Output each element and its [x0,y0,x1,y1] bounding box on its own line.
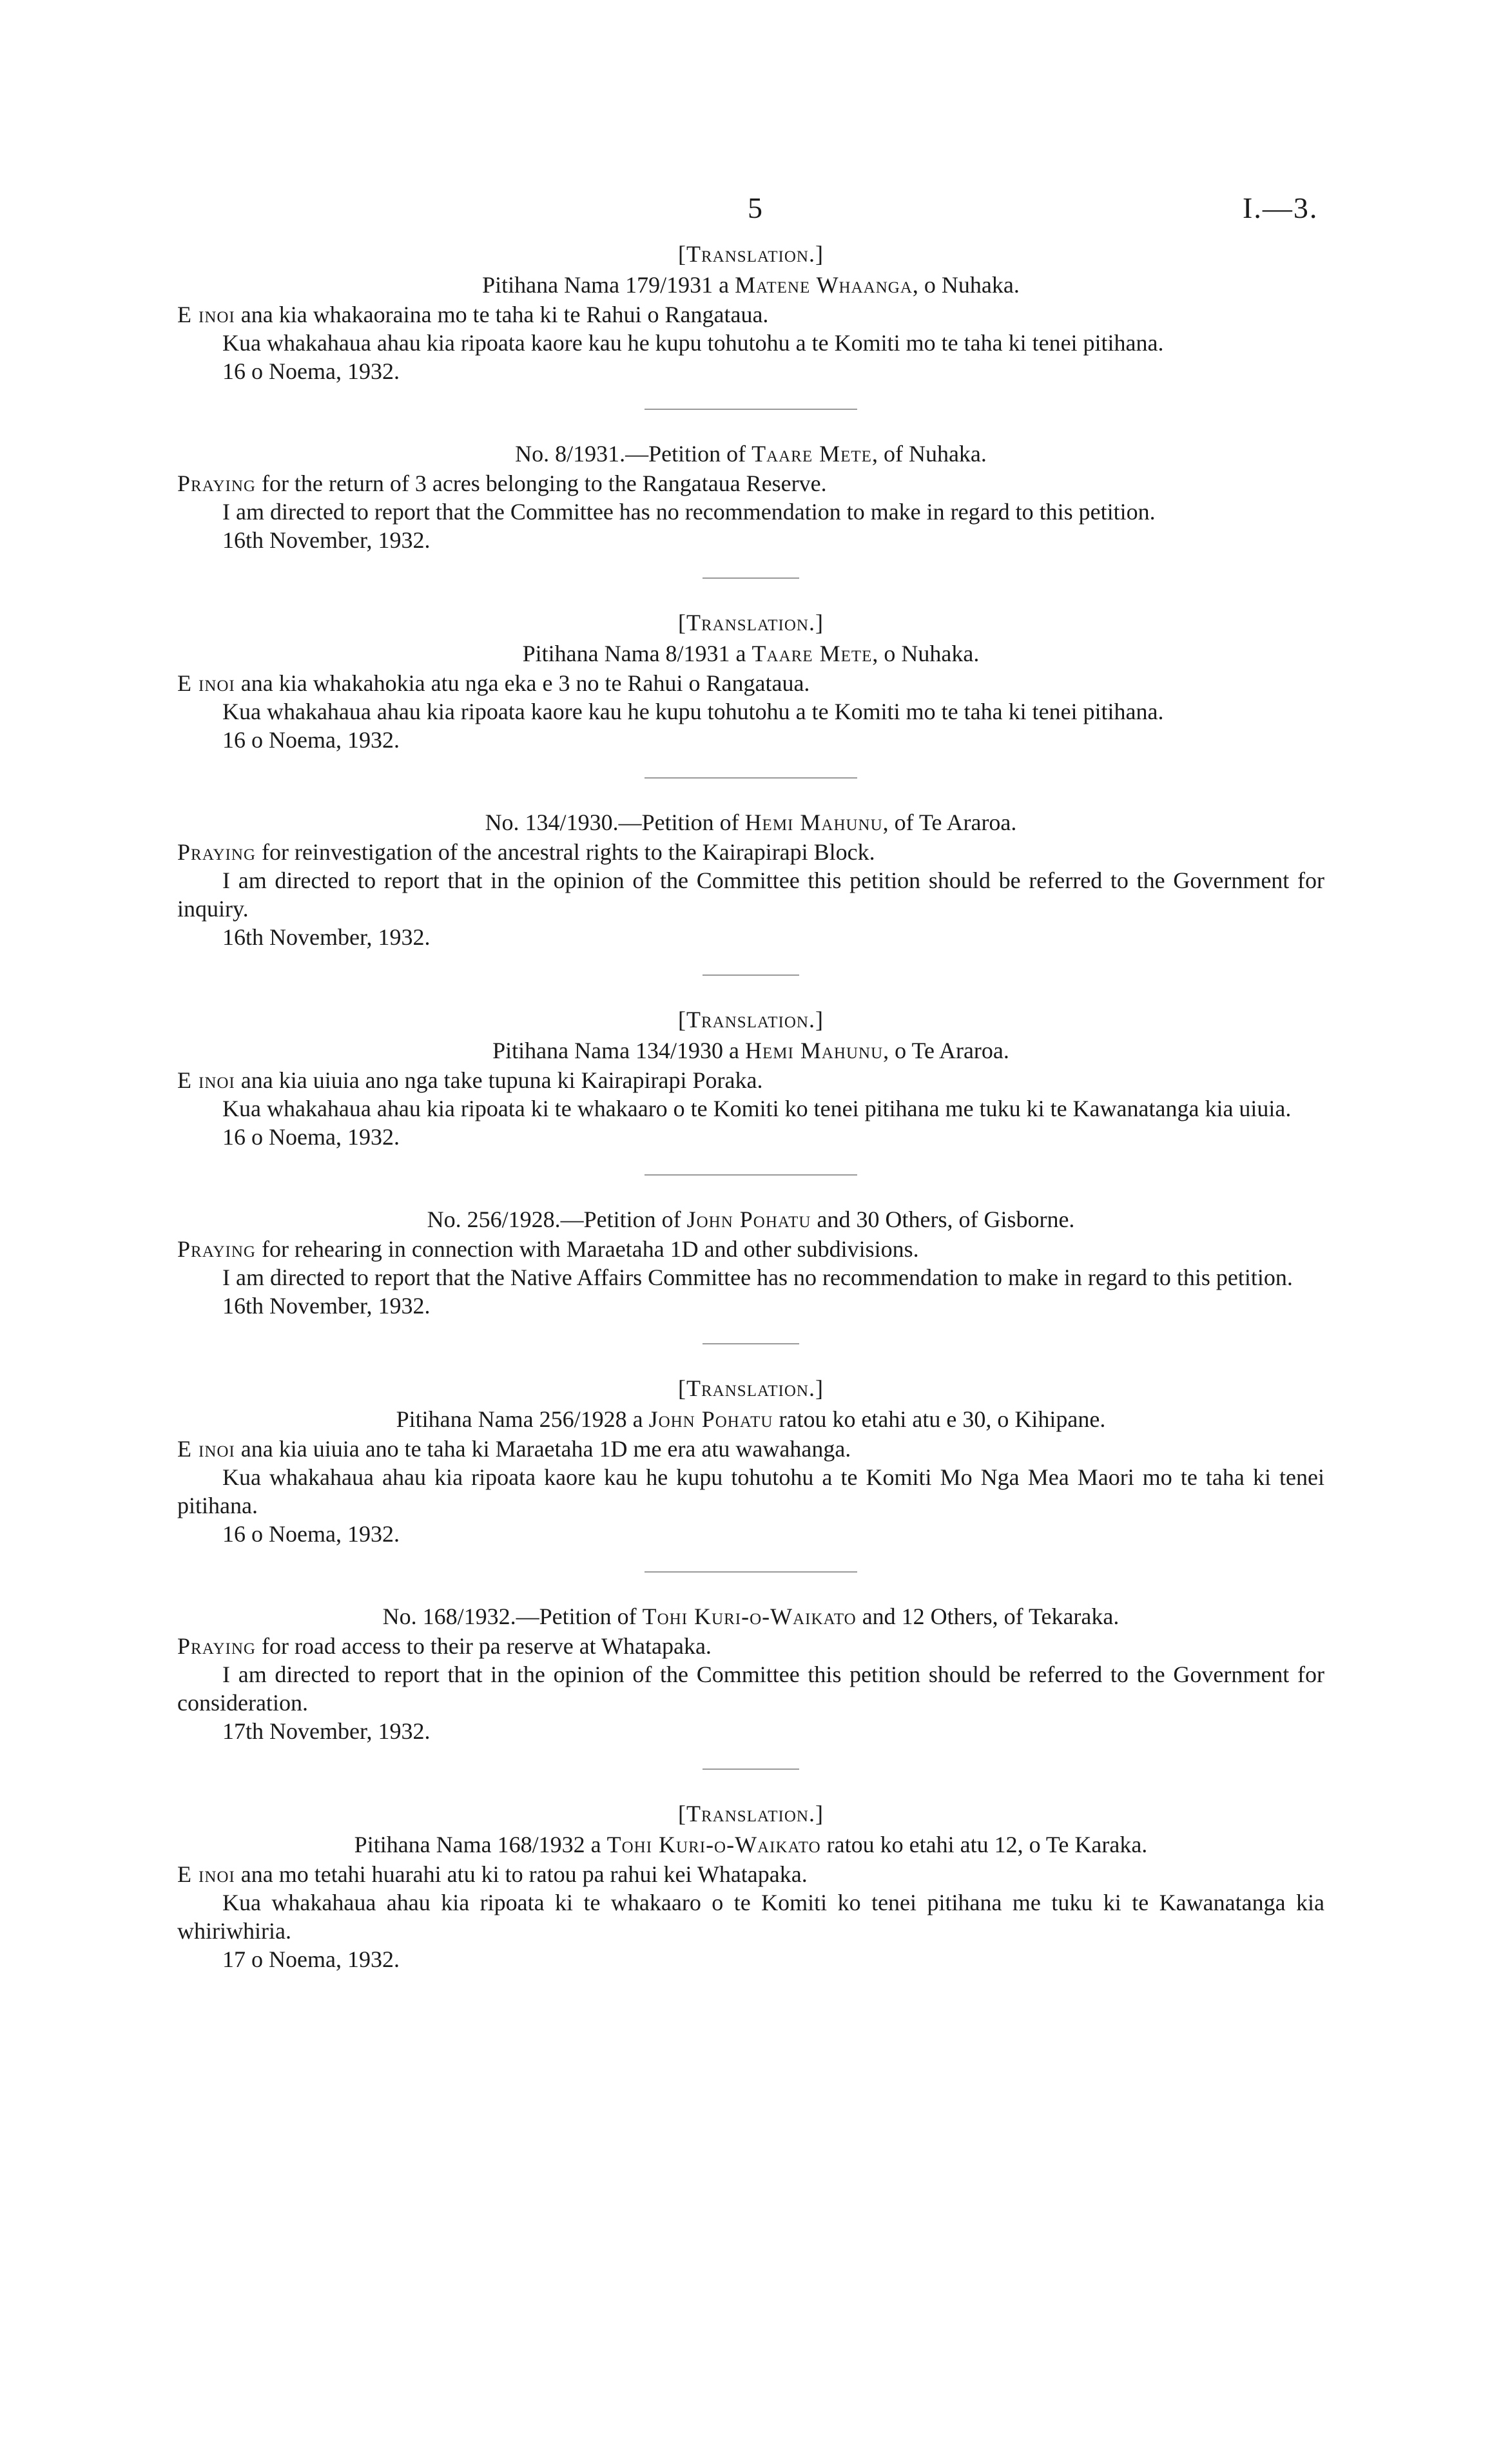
report-text: Kua whakahaua ahau kia ripoata kaore kau he kupu tohutohu a te Komiti mo te taha ki tenei pitihana. [222,330,1164,356]
petitioner-name: Matene Whaanga [735,272,913,298]
petition-title: No. 256/1928.—Petition of John Pohatu and 30 Others, of Gisborne. [427,1206,1075,1232]
translation-title: Pitihana Nama 179/1931 a Matene Whaanga, o Nuhaka. [482,272,1020,298]
section-divider [703,974,799,976]
translation-title: Pitihana Nama 134/1930 a Hemi Mahunu, o Te Araroa. [492,1038,1009,1063]
petition-block [177,440,1324,554]
translation-title: Pitihana Nama 8/1931 a Taare Mete, o Nuhaka. [522,641,980,666]
report-text: Kua whakahaua ahau kia ripoata kaore kau he kupu tohutohu a te Komiti mo te taha ki tenei pitihana. [222,699,1164,724]
report-date: 16th November, 1932. [222,924,431,950]
petitioner-name: Hemi Mahunu [744,809,883,835]
petition-title: No. 134/1930.—Petition of Hemi Mahunu, of Te Araroa. [485,809,1017,835]
translation-label: [Translation.] [678,1801,824,1827]
prayer-line: E inoi ana kia whakahokia atu nga eka e 3 no te Rahui o Rangataua. [177,670,810,696]
petitioner-name: Taare Mete [751,641,873,666]
report-date: 16 o Noema, 1932. [222,1521,400,1547]
report-text: I am directed to report that in the opinion of the Committee this petition should be referred to the Government for inquiry. [177,867,1324,922]
report-date: 16th November, 1932. [222,527,431,553]
report-text: I am directed to report that in the opinion of the Committee this petition should be referred to the Government for consideration. [177,1662,1324,1716]
translation-block [177,240,1324,385]
section-divider [645,1174,857,1176]
petitioner-name: John Pohatu [686,1206,811,1232]
prayer-line: E inoi ana kia whakaoraina mo te taha ki te Rahui o Rangataua. [177,302,769,327]
document-reference: I.—3. [1243,191,1319,224]
petitioner-name: Hemi Mahunu [745,1038,884,1063]
section-divider [645,777,857,779]
translation-block [177,608,1324,754]
section-divider [645,1571,857,1573]
report-date: 16 o Noema, 1932. [222,727,400,753]
petition-block [177,1205,1324,1320]
translation-label: [Translation.] [678,1007,824,1032]
prayer-line: E inoi ana kia uiuia ano te taha ki Maraetaha 1D me era atu wawahanga. [177,1436,851,1462]
report-date: 17th November, 1932. [222,1718,431,1744]
prayer-line: Praying for road access to their pa reserve at Whatapaka. [177,1633,712,1659]
translation-label: [Translation.] [678,241,824,267]
translation-block [177,1799,1324,1973]
section-divider [645,409,857,410]
prayer-line: Praying for the return of 3 acres belonging to the Rangataua Reserve. [177,470,827,496]
petitioner-name: John Pohatu [648,1406,773,1432]
prayer-line: Praying for reinvestigation of the ancestral rights to the Kairapirapi Block. [177,839,875,865]
report-text: I am directed to report that the Native Affairs Committee has no recommendation to make in regard to this petition. [222,1265,1293,1290]
report-text: Kua whakahaua ahau kia ripoata ki te whakaaro o te Komiti ko tenei pitihana me tuku ki te Kawanatanga kia uiuia. [222,1096,1292,1121]
report-date: 16 o Noema, 1932. [222,358,400,384]
petition-title: No. 8/1931.—Petition of Taare Mete, of Nuhaka. [515,441,987,467]
prayer-line: E inoi ana mo tetahi huarahi atu ki to ratou pa rahui kei Whatapaka. [177,1861,808,1887]
prayer-line: Praying for rehearing in connection with Maraetaha 1D and other subdivisions. [177,1236,919,1262]
report-text: Kua whakahaua ahau kia ripoata kaore kau he kupu tohutohu a te Komiti Mo Nga Mea Maori mo te taha ki tenei pitihana. [177,1464,1324,1518]
petition-block [177,1602,1324,1745]
translation-title: Pitihana Nama 256/1928 a John Pohatu ratou ko etahi atu e 30, o Kihipane. [396,1406,1106,1432]
section-divider [703,1343,799,1344]
translation-title: Pitihana Nama 168/1932 a Tohi Kuri-o-Waikato ratou ko etahi atu 12, o Te Karaka. [354,1832,1148,1857]
translation-label: [Translation.] [678,1375,824,1401]
report-text: Kua whakahaua ahau kia ripoata ki te whakaaro o te Komiti ko tenei pitihana me tuku ki te Kawanatanga kia whiriwhiria. [177,1890,1324,1944]
petition-block [177,808,1324,951]
translation-block [177,1005,1324,1151]
section-divider [703,577,799,579]
document-body [177,240,1324,1973]
petition-title: No. 168/1932.—Petition of Tohi Kuri-o-Waikato and 12 Others, of Tekaraka. [382,1604,1119,1629]
report-text: I am directed to report that the Committee has no recommendation to make in regard to this petition. [222,499,1156,525]
report-date: 16 o Noema, 1932. [222,1124,400,1150]
petitioner-name: Taare Mete [751,441,872,467]
prayer-line: E inoi ana kia uiuia ano nga take tupuna ki Kairapirapi Poraka. [177,1067,763,1093]
section-divider [703,1769,799,1770]
petitioner-name: Tohi Kuri-o-Waikato [606,1832,821,1857]
petitioner-name: Tohi Kuri-o-Waikato [642,1604,857,1629]
translation-block [177,1374,1324,1548]
report-date: 16th November, 1932. [222,1293,431,1319]
translation-label: [Translation.] [678,610,824,635]
page-number: 5 [748,191,762,224]
report-date: 17 o Noema, 1932. [222,1946,400,1972]
